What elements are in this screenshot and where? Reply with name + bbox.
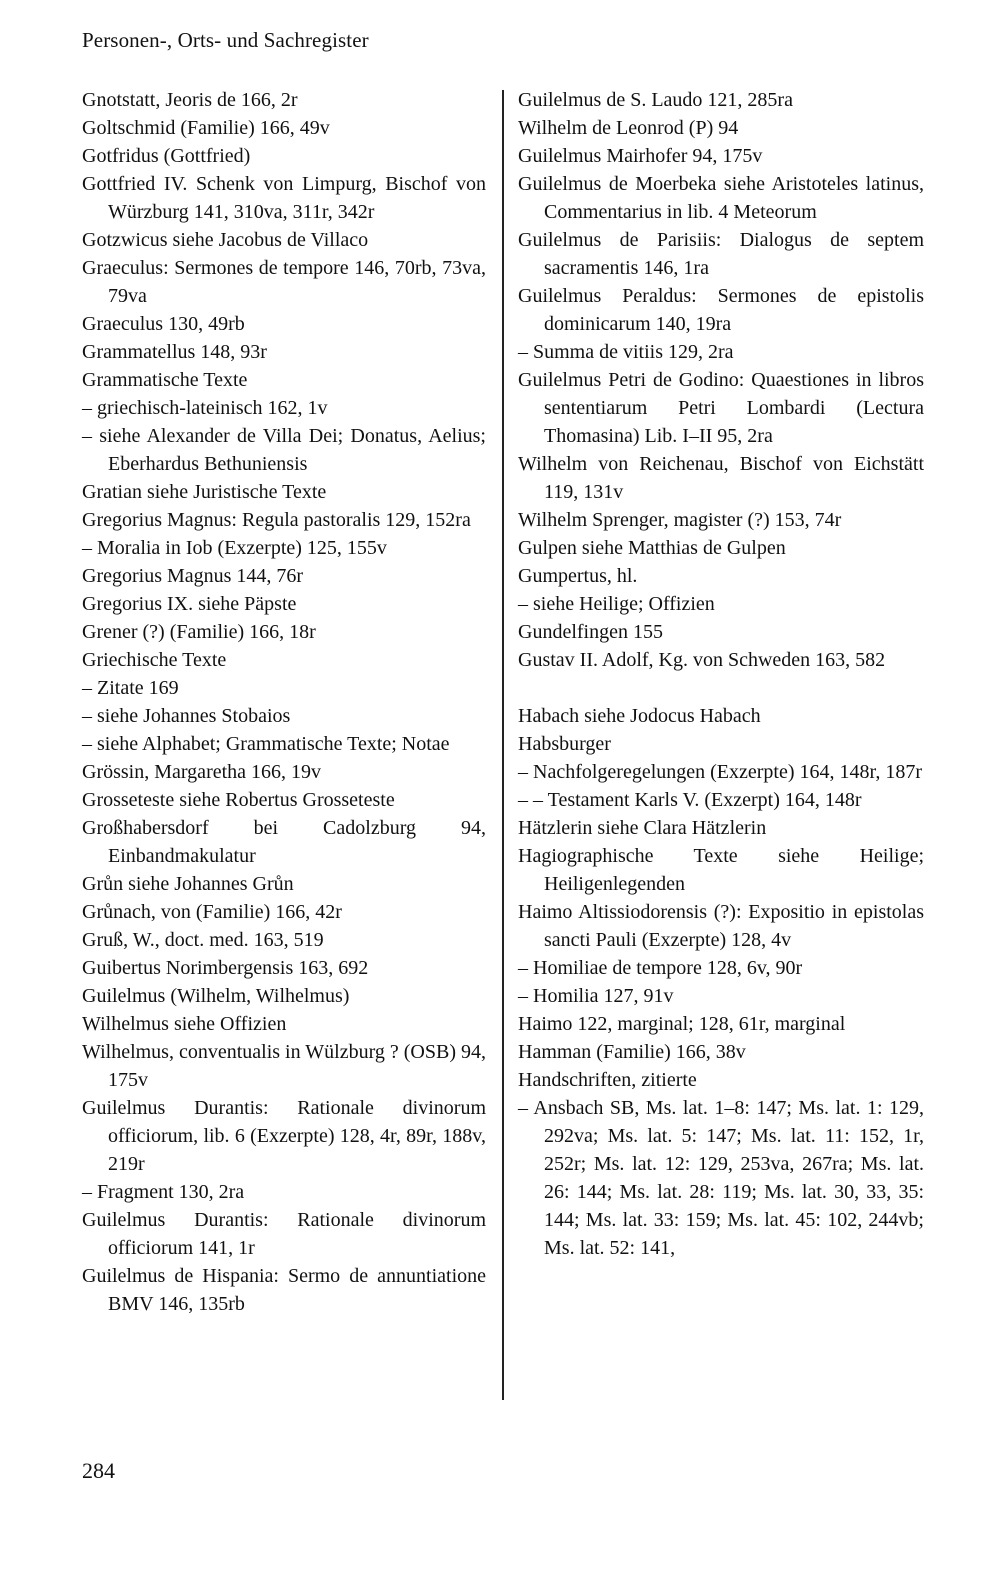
index-entry: Wilhelmus siehe Offizien (82, 1013, 287, 1035)
index-entry: Handschriften, zitierte (518, 1069, 697, 1091)
index-subentry: – siehe Heilige; Offizien (518, 593, 715, 615)
index-entry: Gruß, W., doct. med. 163, 519 (82, 929, 324, 951)
index-entry: Griechische Texte (82, 649, 227, 671)
index-entry: Guilelmus de Hispania: Sermo de annuntiatione BMV 146, 135rb (82, 1265, 486, 1315)
index-entry: Guilelmus Peraldus: Sermones de epistolis dominicarum 140, 19ra (518, 285, 924, 335)
index-entry: Habsburger (518, 733, 611, 755)
index-subentry: – – Testament Karls V. (Exzerpt) 164, 148r (518, 789, 862, 811)
index-subentry: – Homiliae de tempore 128, 6v, 90r (518, 957, 803, 979)
index-subentry: – siehe Alexander de Villa Dei; Donatus, Aelius; Eberhardus Bethuniensis (82, 425, 486, 475)
index-entry: Goltschmid (Familie) 166, 49v (82, 117, 330, 139)
index-entry: Hätzlerin siehe Clara Hätzlerin (518, 817, 767, 839)
index-column-left (82, 86, 486, 1318)
index-entry: Guilelmus de Moerbeka siehe Aristoteles latinus, Commentarius in lib. 4 Meteorum (518, 173, 924, 223)
column-divider (502, 90, 504, 1400)
index-subentry: – Summa de vitiis 129, 2ra (518, 341, 734, 363)
index-entry: Hamman (Familie) 166, 38v (518, 1041, 746, 1063)
index-entry: Wilhelm Sprenger, magister (?) 153, 74r (518, 509, 842, 531)
index-entry: Gregorius Magnus: Regula pastoralis 129, 152ra (82, 509, 471, 531)
index-entry: Gotzwicus siehe Jacobus de Villaco (82, 229, 369, 251)
index-entry: Gottfried IV. Schenk von Limpurg, Bischof von Würzburg 141, 310va, 311r, 342r (82, 173, 486, 223)
index-subentry: – Zitate 169 (82, 677, 179, 699)
index-entry: Guibertus Norimbergensis 163, 692 (82, 957, 369, 979)
index-entry: Gnotstatt, Jeoris de 166, 2r (82, 89, 298, 111)
index-entry: Grůnach, von (Familie) 166, 42r (82, 901, 342, 923)
index-entry: Haimo Altissiodorensis (?): Expositio in epistolas sancti Pauli (Exzerpte) 128, 4v (518, 901, 924, 951)
index-subentry: – Ansbach SB, Ms. lat. 1–8: 147; Ms. lat. 1: 129, 292va; Ms. lat. 5: 147; Ms. lat. 11: 152, 1r, 252r; Ms. lat. 12: 129, 253va, 267ra; Ms. lat. 26: 144; Ms. lat. 28: 119; Ms. lat. 30, 33, 35: 144; Ms. lat. 33: 159; Ms. lat. 45: 102, 244vb; Ms. lat. 52: 141, (518, 1097, 924, 1259)
index-entry: Gregorius IX. siehe Päpste (82, 593, 297, 615)
index-entry: Habach siehe Jodocus Habach (518, 705, 761, 727)
index-entry: Guilelmus Petri de Godino: Quaestiones in libros sententiarum Petri Lombardi (Lectura Thomasina) Lib. I–II 95, 2ra (518, 369, 924, 447)
index-entry: Gustav II. Adolf, Kg. von Schweden 163, 582 (518, 649, 886, 671)
index-subentry: – Moralia in Iob (Exzerpte) 125, 155v (82, 537, 387, 559)
index-entry: Wilhelm de Leonrod (P) 94 (518, 117, 739, 139)
index-entry: Grammatellus 148, 93r (82, 341, 267, 363)
index-entry: Wilhelmus, conventualis in Wülzburg ? (OSB) 94, 175v (82, 1041, 486, 1091)
index-entry: Hagiographische Texte siehe Heilige; Heiligenlegenden (518, 845, 924, 895)
index-entry: Großhabersdorf bei Cadolzburg 94, Einbandmakulatur (82, 817, 486, 867)
index-subentry: – Fragment 130, 2ra (82, 1181, 245, 1203)
page-number: 284 (82, 1458, 115, 1483)
index-entry: Gundelfingen 155 (518, 621, 663, 643)
index-entry: Gumpertus, hl. (518, 565, 638, 587)
index-subentry: – Homilia 127, 91v (518, 985, 674, 1007)
index-entry: Guilelmus Mairhofer 94, 175v (518, 145, 763, 167)
index-entry: Grammatische Texte (82, 369, 248, 391)
index-entry: Gregorius Magnus 144, 76r (82, 565, 304, 587)
index-entry: Grener (?) (Familie) 166, 18r (82, 621, 316, 643)
index-entry: Guilelmus de Parisiis: Dialogus de septem sacramentis 146, 1ra (518, 229, 924, 279)
index-entry: Gratian siehe Juristische Texte (82, 481, 327, 503)
index-entry: Haimo 122, marginal; 128, 61r, marginal (518, 1013, 846, 1035)
index-entry: Graeculus: Sermones de tempore 146, 70rb, 73va, 79va (82, 257, 486, 307)
index-entry: Wilhelm von Reichenau, Bischof von Eichstätt 119, 131v (518, 453, 924, 503)
index-subentry: – griechisch-lateinisch 162, 1v (82, 397, 328, 419)
index-subentry: – Nachfolgeregelungen (Exzerpte) 164, 148r, 187r (518, 761, 923, 783)
index-entry: Guilelmus Durantis: Rationale divinorum officiorum 141, 1r (82, 1209, 486, 1259)
letter-section-gap (518, 674, 924, 702)
running-head: Personen-, Orts- und Sachregister (82, 28, 369, 52)
index-entry: Grůn siehe Johannes Grůn (82, 873, 294, 895)
index-entry: Gulpen siehe Matthias de Gulpen (518, 537, 786, 559)
index-entry: Guilelmus de S. Laudo 121, 285ra (518, 89, 793, 111)
index-subentry: – siehe Johannes Stobaios (82, 705, 291, 727)
index-entry: Graeculus 130, 49rb (82, 313, 245, 335)
index-entry: Grössin, Margaretha 166, 19v (82, 761, 322, 783)
index-subentry: – siehe Alphabet; Grammatische Texte; Notae (82, 733, 450, 755)
index-entry: Grosseteste siehe Robertus Grosseteste (82, 789, 395, 811)
index-entry: Guilelmus (Wilhelm, Wilhelmus) (82, 985, 350, 1007)
index-entry: Gotfridus (Gottfried) (82, 145, 251, 167)
index-entry: Guilelmus Durantis: Rationale divinorum officiorum, lib. 6 (Exzerpte) 128, 4r, 89r, 188v, 219r (82, 1097, 486, 1175)
index-column-right (518, 86, 924, 1262)
